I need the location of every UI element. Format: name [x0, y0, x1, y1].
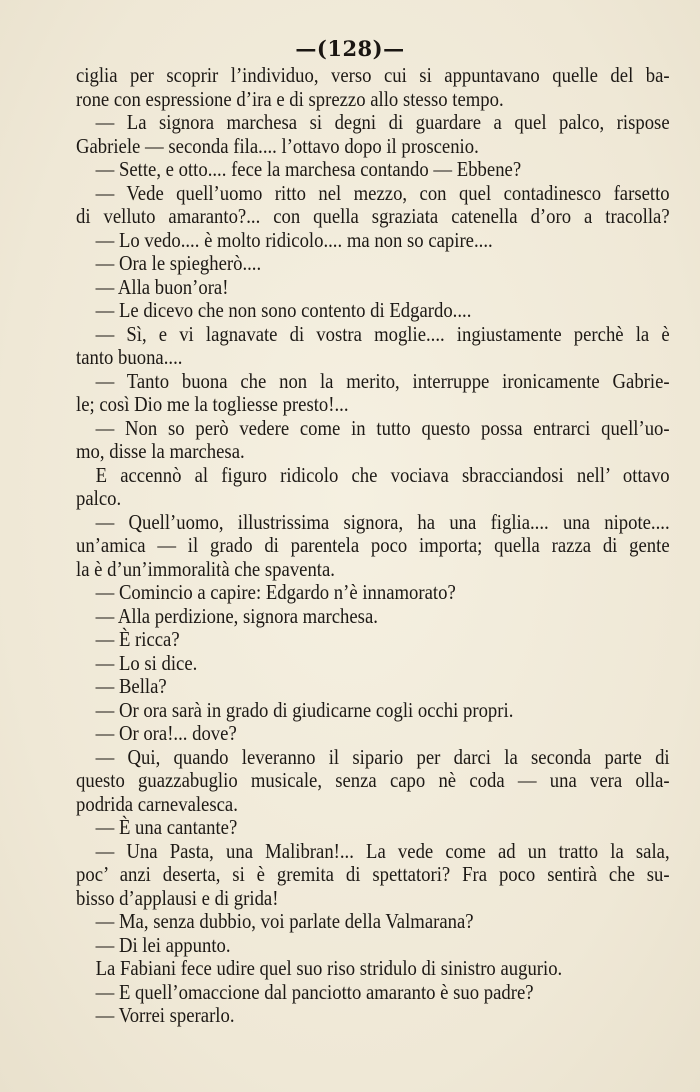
text-line: — Sette, e otto.... fece la marchesa contando — Ebbene? — [95, 157, 522, 181]
text-line: — Sì, e vi lagnavate di vostra moglie.... ingiustamente perchè la è — [95, 321, 670, 346]
text-line: — Lo si dice. — [95, 650, 198, 675]
text-line: — È una cantante? — [95, 815, 238, 839]
text-line: palco. — [76, 486, 122, 510]
text-line: tanto buona.... — [76, 345, 183, 369]
text-line: ciglia per scoprir l’individuo, verso cui si appuntavano quelle del ba- — [76, 63, 670, 87]
text-line: — Bella? — [95, 674, 167, 698]
text-line: — Or ora sarà in grado di giudicarne cogli occhi propri. — [95, 697, 514, 722]
text-line: La Fabiani fece udire quel suo riso stridulo di sinistro augurio. — [95, 956, 563, 980]
text-line: questo guazzabuglio musicale, senza capo nè coda — una vera olla- — [76, 768, 670, 792]
text-line: — Di lei appunto. — [95, 932, 231, 957]
text-line: — Vorrei sperarlo. — [95, 1003, 235, 1027]
text-line: di velluto amaranto?... con quella sgraziata catenella d’oro a tracolla? — [76, 204, 670, 228]
text-line: E accennò al figuro ridicolo che vociava sbracciandosi nell’ ottavo — [95, 462, 670, 487]
page-body-text — [76, 64, 670, 1028]
text-line: — Or ora!... dove? — [95, 721, 237, 745]
text-line: — Lo vedo.... è molto ridicolo.... ma non so capire.... — [95, 227, 493, 252]
page-number: —(128)— — [295, 36, 405, 61]
text-line: poc’ anzi deserta, si è gremita di spettatori? Fra poco sentirà che su- — [76, 862, 670, 886]
text-line: le; così Dio me la togliesse presto!... — [76, 392, 349, 416]
text-line: — Una Pasta, una Malibran!... La vede come ad un tratto la sala, — [95, 838, 670, 863]
text-line: — Le dicevo che non sono contento di Edgardo.... — [95, 298, 472, 322]
text-line: mo, disse la marchesa. — [76, 439, 245, 463]
text-line: — Alla buon’ora! — [95, 274, 229, 299]
text-line: — Non so però vedere come in tutto questo possa entrarci quell’uo- — [95, 415, 670, 440]
text-line: — Ma, senza dubbio, voi parlate della Valmarana? — [95, 909, 474, 933]
text-line: Gabriele — seconda fila.... l’ottavo dopo il proscenio. — [76, 133, 479, 158]
text-line: — È ricca? — [95, 627, 180, 651]
text-line: — Quell’uomo, illustrissima signora, ha una figlia.... una nipote.... — [95, 509, 670, 534]
text-line: podrida carnevalesca. — [76, 791, 238, 816]
text-line: — Alla perdizione, signora marchesa. — [95, 603, 378, 628]
text-line: — La signora marchesa si degni di guardare a quel palco, rispose — [95, 110, 670, 134]
text-line: bisso d’applausi e di grida! — [76, 885, 279, 910]
text-line: — Qui, quando leveranno il sipario per darci la seconda parte di — [95, 744, 670, 769]
text-line: un’amica — il grado di parentela poco importa; quella razza di gente — [76, 533, 670, 557]
text-line: la è d’un’immoralità che spaventa. — [76, 556, 335, 581]
text-line: — Tanto buona che non la merito, interruppe ironicamente Gabrie- — [95, 368, 670, 393]
text-line: — E quell’omaccione dal panciotto amaranto è suo padre? — [95, 979, 534, 1004]
text-line: rone con espressione d’ira e di sprezzo allo stesso tempo. — [76, 86, 504, 111]
text-line: — Comincio a capire: Edgardo n’è innamorato? — [95, 580, 456, 604]
text-line: — Vede quell’uomo ritto nel mezzo, con quel contadinesco farsetto — [95, 180, 670, 205]
text-line: — Ora le spiegherò.... — [95, 251, 262, 275]
